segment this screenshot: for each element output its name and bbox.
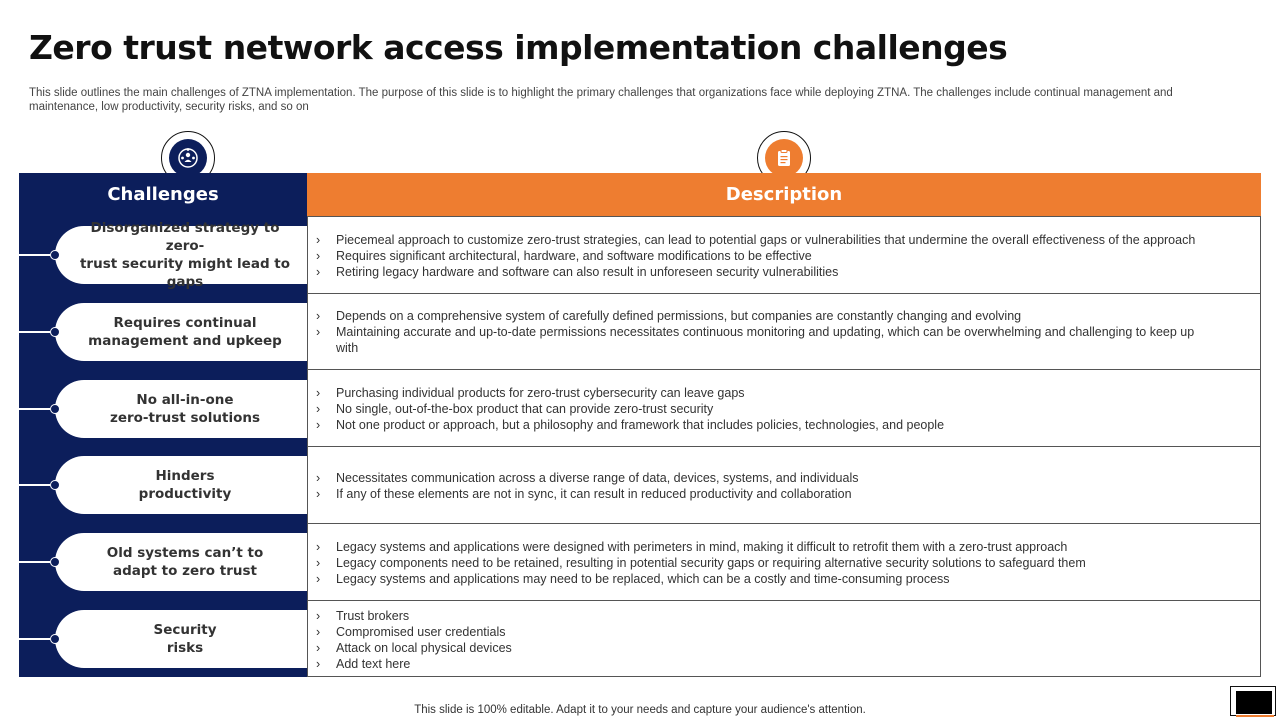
footer-note: This slide is 100% editable. Adapt it to your needs and capture your audience's attention.	[414, 704, 866, 716]
list-item: › Requires significant architectural, hardware, and software modifications to be effective	[315, 248, 1250, 264]
page-title: Zero trust network access implementation challenges	[29, 28, 1008, 67]
description-list	[315, 539, 1250, 587]
description-list	[315, 470, 1250, 502]
list-item: › Legacy systems and applications may need to be replaced, which can be a costly and time-consuming process	[315, 571, 1250, 587]
challenge-no-all-in-one: No all-in-one zero-trust solutions	[55, 380, 307, 438]
page-subtitle: This slide outlines the main challenges of ZTNA implementation. The purpose of this slide is to highlight the primary challenges that organizations face while deploying ZTNA. The challenges include continual management and maintenance, low productivity, security risks, and so on	[29, 87, 1173, 113]
list-item: › Trust brokers	[315, 608, 1250, 624]
list-item: › Compromised user credentials	[315, 624, 1250, 640]
list-item: › Depends on a comprehensive system of carefully defined permissions, but companies are constantly changing and evolving	[315, 308, 1215, 324]
description-list	[315, 232, 1250, 280]
row-divider	[307, 369, 1261, 370]
challenge-hinders-productivity: Hinders productivity	[55, 456, 307, 514]
row-divider	[307, 446, 1261, 447]
list-item: › Legacy components need to be retained, resulting in potential security gaps or requiring alternative security solutions to safeguard them	[315, 555, 1250, 571]
row-divider	[307, 523, 1261, 524]
list-item: › Add text here	[315, 656, 1250, 672]
slide-thumbnail-icon[interactable]	[1230, 686, 1276, 716]
list-item: › Purchasing individual products for zero-trust cybersecurity can leave gaps	[315, 385, 1250, 401]
list-item: › No single, out-of-the-box product that can provide zero-trust security	[315, 401, 1250, 417]
challenge-security-risks: Security risks	[55, 610, 307, 668]
description-list	[315, 385, 1250, 433]
challenge-old-systems: Old systems can’t to adapt to zero trust	[55, 533, 307, 591]
list-item: › Attack on local physical devices	[315, 640, 1250, 656]
description-header: Description	[307, 173, 1261, 216]
list-item: › Not one product or approach, but a philosophy and framework that includes policies, technologies, and people	[315, 417, 1250, 433]
list-item: › Piecemeal approach to customize zero-trust strategies, can lead to potential gaps or vulnerabilities that undermine the overall effectiveness of the approach	[315, 232, 1250, 248]
row-divider	[307, 293, 1261, 294]
challenge-disorganized-strategy: Disorganized strategy to zero- trust security might lead to gaps	[55, 226, 307, 284]
challenges-header: Challenges	[19, 173, 307, 216]
list-item: › Maintaining accurate and up-to-date permissions necessitates continuous monitoring and updating, which can be overwhelming and challenging to keep up with	[315, 324, 1215, 356]
list-item: › Necessitates communication across a diverse range of data, devices, systems, and individuals	[315, 470, 1250, 486]
description-list	[315, 308, 1215, 356]
list-item: › If any of these elements are not in sync, it can result in reduced productivity and collaboration	[315, 486, 1250, 502]
description-list	[315, 608, 1250, 672]
challenge-continual-management: Requires continual management and upkeep	[55, 303, 307, 361]
list-item: › Retiring legacy hardware and software can also result in unforeseen security vulnerabilities	[315, 264, 1250, 280]
list-item: › Legacy systems and applications were designed with perimeters in mind, making it difficult to retrofit them with a zero-trust approach	[315, 539, 1250, 555]
row-divider	[307, 600, 1261, 601]
